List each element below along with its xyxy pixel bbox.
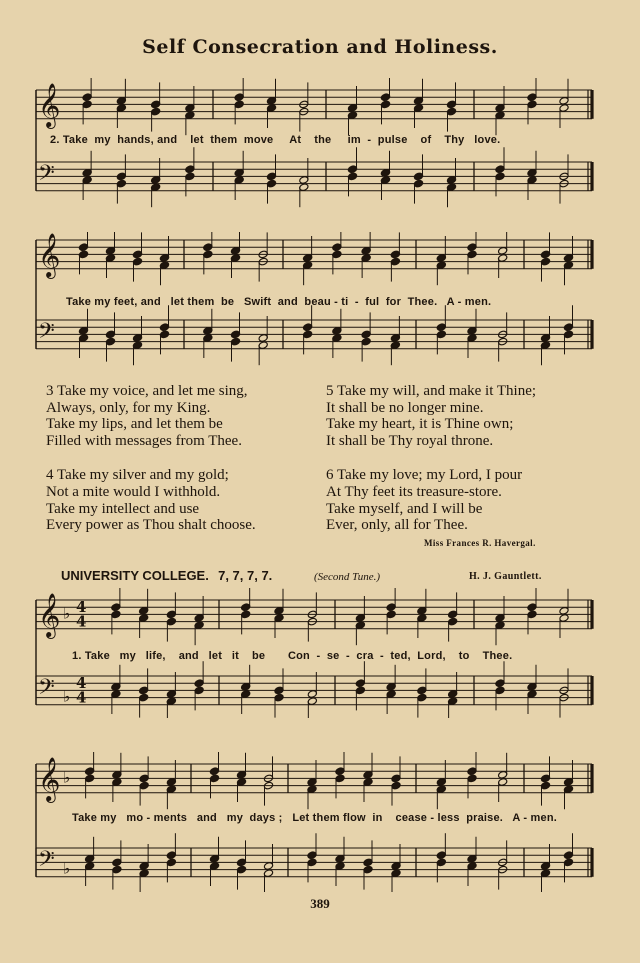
chord-note [241, 665, 251, 714]
chord-note [82, 78, 92, 124]
chord-note [446, 158, 456, 207]
chord-note [498, 232, 508, 278]
treble-clef-icon: 𝄞 [38, 757, 61, 801]
bass-staff [36, 661, 592, 718]
chord-note [194, 661, 204, 710]
chord-note [299, 158, 309, 207]
flat-key-icon: ♭ [63, 687, 71, 706]
verse-column-right [326, 383, 536, 534]
chord-note [390, 316, 400, 365]
chord-note [185, 147, 195, 196]
verse-6-line-1: 6 Take my love; my Lord, I pour [326, 467, 523, 484]
chord-note [527, 78, 537, 124]
verse-5-line-2: It shall be no longer mine. [326, 399, 484, 416]
verse-5-line-1: 5 Take my will, and make it Thine; [326, 383, 537, 399]
treble-staff [36, 752, 592, 809]
flat-key-icon: ♭ [63, 604, 71, 623]
flat-key-icon: ♭ [63, 768, 71, 787]
chord-note [563, 833, 573, 882]
chord-note [436, 305, 446, 354]
chord-note [448, 672, 458, 718]
tune-composer: H. J. Gauntlett. [469, 571, 542, 582]
chord-note [527, 151, 537, 200]
lyric-line-2: Take my feet, and let them be Swift and beau - ti - ful for Thee. A - men. [66, 296, 492, 308]
chord-note [111, 665, 121, 714]
chord-note [85, 837, 95, 886]
chord-note [495, 661, 505, 710]
chord-note [209, 752, 219, 798]
verse-column-left [46, 383, 256, 534]
treble-clef-icon: 𝄞 [38, 83, 61, 127]
bass-staff [36, 147, 592, 207]
chord-note [303, 305, 313, 354]
chord-note [380, 151, 390, 200]
chord-note [332, 309, 342, 358]
verse-3-line-4: Filled with messages from Thee. [46, 432, 242, 449]
treble-staff [36, 232, 592, 285]
time-signature-digit: 4 [76, 674, 87, 692]
lyric-line-3: 1. Take my life, and let it be Con - se - cra - ted, Lord, to Thee. [72, 650, 513, 662]
chord-note [495, 596, 505, 645]
chord-note [78, 309, 88, 358]
verse-3-line-2: Always, only, for my King. [46, 399, 211, 416]
chord-note [307, 672, 317, 718]
chord-note [559, 589, 569, 638]
chord-note [234, 151, 244, 200]
chord-note [563, 236, 573, 285]
chord-note [166, 672, 176, 718]
chord-note [386, 665, 396, 714]
chord-note [307, 760, 317, 809]
chord-note [355, 661, 365, 710]
verse-5-line-3: Take my heart, it is Thine own; [326, 416, 514, 433]
chord-note [563, 760, 573, 809]
chord-note [563, 305, 573, 354]
chord-note [540, 316, 550, 365]
verse-4-line-4: Every power as Thou shalt choose. [46, 517, 256, 534]
flat-key-icon: ♭ [63, 859, 71, 878]
chord-note [236, 753, 246, 802]
chord-note [436, 760, 446, 809]
verse-5-line-4: It shall be Thy royal throne. [326, 432, 494, 449]
verse-6-line-2: At Thy feet its treasure-store. [326, 483, 502, 500]
bass-clef-icon: 𝄢 [38, 319, 55, 349]
hymn-title: Self Consecration and Holiness. [142, 36, 498, 58]
bass-staff [36, 833, 592, 892]
chord-note [347, 86, 357, 135]
chord-note [159, 236, 169, 285]
chord-note [307, 833, 317, 882]
treble-clef-icon: 𝄞 [38, 233, 61, 277]
chord-note [139, 589, 149, 638]
chord-note [417, 589, 427, 638]
verse-6-line-3: Take myself, and I will be [326, 500, 483, 517]
verse-4-line-3: Take my intellect and use [46, 500, 200, 517]
chord-note [436, 833, 446, 882]
chord-note [559, 79, 569, 128]
chord-note [498, 753, 508, 802]
chord-note [391, 844, 401, 892]
chord-note [234, 78, 244, 124]
tune-name: UNIVERSITY COLLEGE. [61, 568, 209, 583]
chord-note [105, 232, 115, 278]
tune-header [61, 568, 272, 584]
chord-note [527, 588, 537, 634]
chord-note [495, 86, 505, 135]
verse-4-line-1: 4 Take my silver and my gold; [46, 467, 229, 484]
chord-note [332, 232, 342, 274]
time-signature-digit: 4 [76, 612, 87, 631]
author-attribution: Miss Frances R. Havergal. [424, 538, 536, 548]
verse-6-line-4: Ever, only, all for Thee. [326, 517, 468, 534]
chord-note [467, 837, 477, 886]
time-signature-digit: 4 [76, 598, 87, 616]
chord-note [386, 588, 396, 634]
chord-note [303, 236, 313, 285]
chord-note [274, 589, 284, 638]
time-signature-digit: 4 [76, 688, 87, 707]
chord-note [209, 837, 219, 886]
treble-clef-icon: 𝄞 [38, 593, 61, 637]
chord-note [85, 752, 95, 798]
chord-note [132, 316, 142, 365]
page-number: 389 [310, 896, 330, 911]
chord-note [263, 844, 273, 892]
chord-note [185, 86, 195, 135]
chord-note [527, 665, 537, 714]
bass-staff [36, 305, 592, 365]
bass-clef-icon: 𝄢 [38, 847, 55, 877]
tune-note: (Second Tune.) [314, 571, 380, 583]
chord-note [467, 232, 477, 274]
chord-note [335, 752, 345, 798]
verse-4-line-2: Not a mite would I withhold. [46, 483, 221, 500]
chord-note [355, 596, 365, 645]
chord-note [82, 151, 92, 200]
chord-note [467, 309, 477, 358]
chord-note [540, 844, 550, 892]
chord-note [413, 79, 423, 128]
treble-staff [36, 588, 592, 645]
chord-note [166, 833, 176, 882]
chord-note [203, 309, 213, 358]
chord-note [78, 232, 88, 274]
chord-note [347, 147, 357, 196]
bass-clef-icon: 𝄢 [38, 675, 55, 705]
lyric-line-1: 2. Take my hands, and let them move At the im - pulse of Thy love. [50, 134, 501, 146]
lyric-line-4: Take my mo - ments and my days ; Let them flow in cease - less praise. A - men. [72, 812, 558, 824]
chord-note [258, 316, 268, 365]
chord-note [139, 844, 149, 892]
chord-note [266, 79, 276, 128]
chord-note [495, 147, 505, 196]
chord-note [166, 760, 176, 809]
chord-note [380, 78, 390, 124]
chord-note [111, 588, 121, 634]
tune-meter: 7, 7, 7, 7. [218, 568, 273, 583]
chord-note [467, 752, 477, 798]
treble-staff [36, 78, 592, 135]
chord-note [194, 596, 204, 645]
chord-note [151, 158, 161, 207]
chord-note [335, 837, 345, 886]
verse-3-line-3: Take my lips, and let them be [46, 416, 223, 433]
chord-note [159, 305, 169, 354]
verse-3-line-1: 3 Take my voice, and let me sing, [46, 383, 248, 399]
chord-note [112, 753, 122, 802]
chord-note [230, 232, 240, 278]
chord-note [116, 79, 126, 128]
chord-note [361, 232, 371, 278]
chord-note [203, 232, 213, 274]
bass-clef-icon: 𝄢 [38, 161, 55, 191]
chord-note [241, 588, 251, 634]
chord-note [363, 753, 373, 802]
chord-note [436, 236, 446, 285]
